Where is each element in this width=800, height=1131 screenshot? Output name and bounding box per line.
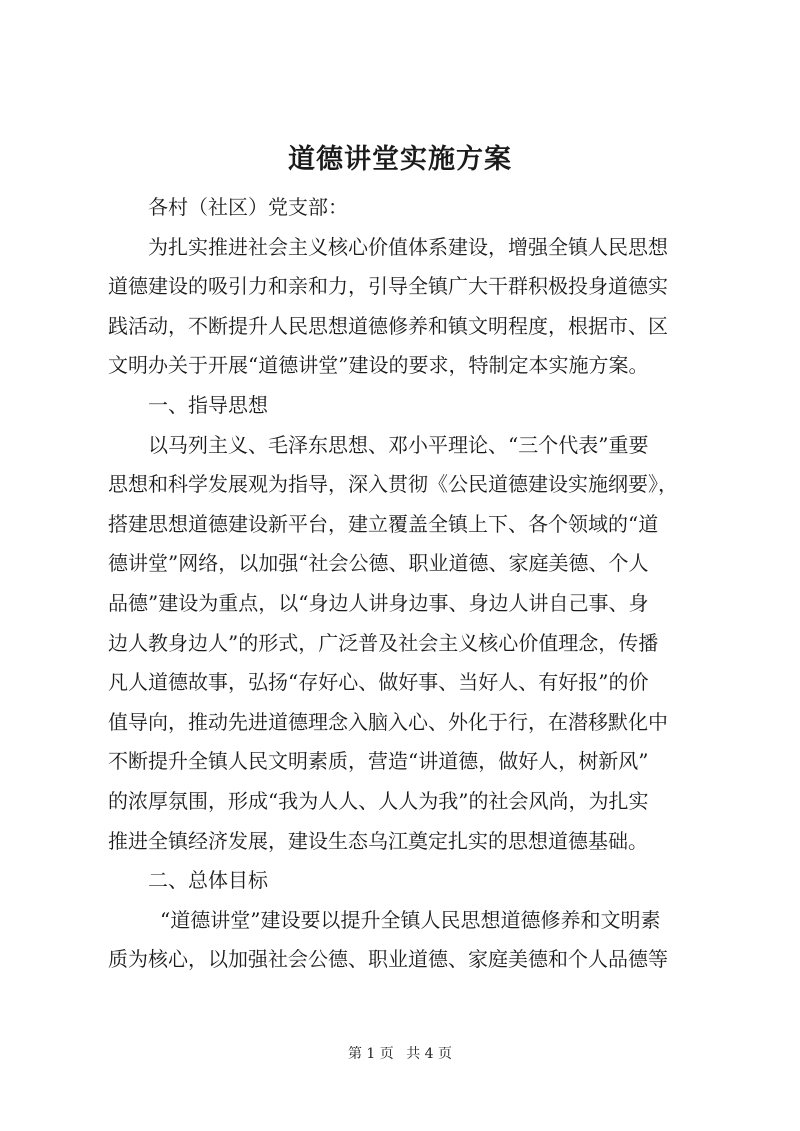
section-heading: 一、指导思想 — [148, 392, 268, 417]
paragraph-line: 搭建思想道德建设新平台，建立覆盖全镇上下、各个领域的“道 — [108, 511, 659, 536]
paragraph-line: 质为核心，以加强社会公德、职业道德、家庭美德和个人品德等 — [108, 947, 668, 972]
paragraph-line: 为扎实推进社会主义核心价值体系建设，增强全镇人民思想 — [148, 234, 668, 259]
page-number: 第 1 页 — [347, 1046, 394, 1062]
paragraph-line: 品德”建设为重点，以“身边人讲身边事、身边人讲自己事、身 — [108, 590, 649, 615]
document-title: 道德讲堂实施方案 — [288, 144, 512, 175]
paragraph-line: 以马列主义、毛泽东思想、邓小平理论、“三个代表”重要 — [148, 432, 649, 457]
paragraph-line: 凡人道德故事，弘扬“存好心、做好事、当好人、有好报”的价 — [108, 670, 649, 695]
page-footer — [0, 1044, 800, 1064]
document-body — [108, 188, 714, 980]
paragraph-line: 文明办关于开展“道德讲堂”建设的要求，特制定本实施方案。 — [108, 353, 649, 378]
paragraph-line: 不断提升全镇人民文明素质，营造“讲道德，做好人，树新风” — [108, 749, 649, 774]
paragraph-line: 德讲堂”网络，以加强“社会公德、职业道德、家庭美德、个人 — [108, 551, 649, 576]
section-heading: 二、总体目标 — [148, 868, 268, 893]
paragraph-line: 道德建设的吸引力和亲和力，引导全镇广大干群积极投身道德实 — [108, 274, 668, 299]
paragraph-line: 思想和科学发展观为指导，深入贯彻《公民道德建设实施纲要》， — [108, 472, 678, 497]
paragraph-line: 值导向，推动先进道德理念入脑入心、外化于行，在潜移默化中 — [108, 709, 668, 734]
paragraph-line: 推进全镇经济发展，建设生态乌江奠定扎实的思想道德基础。 — [108, 828, 648, 853]
salutation-line: 各村（社区）党支部： — [148, 195, 348, 219]
paragraph-line: “道德讲堂”建设要以提升全镇人民思想道德修养和文明素 — [160, 907, 661, 932]
page-total: 共 4 页 — [406, 1046, 453, 1062]
paragraph-line: 的浓厚氛围，形成“我为人人、人人为我”的社会风尚，为扎实 — [108, 788, 649, 813]
paragraph-line: 践活动，不断提升人民思想道德修养和镇文明程度，根据市、区 — [108, 313, 668, 338]
paragraph-line: 边人教身边人”的形式，广泛普及社会主义核心价值理念，传播 — [108, 630, 659, 655]
